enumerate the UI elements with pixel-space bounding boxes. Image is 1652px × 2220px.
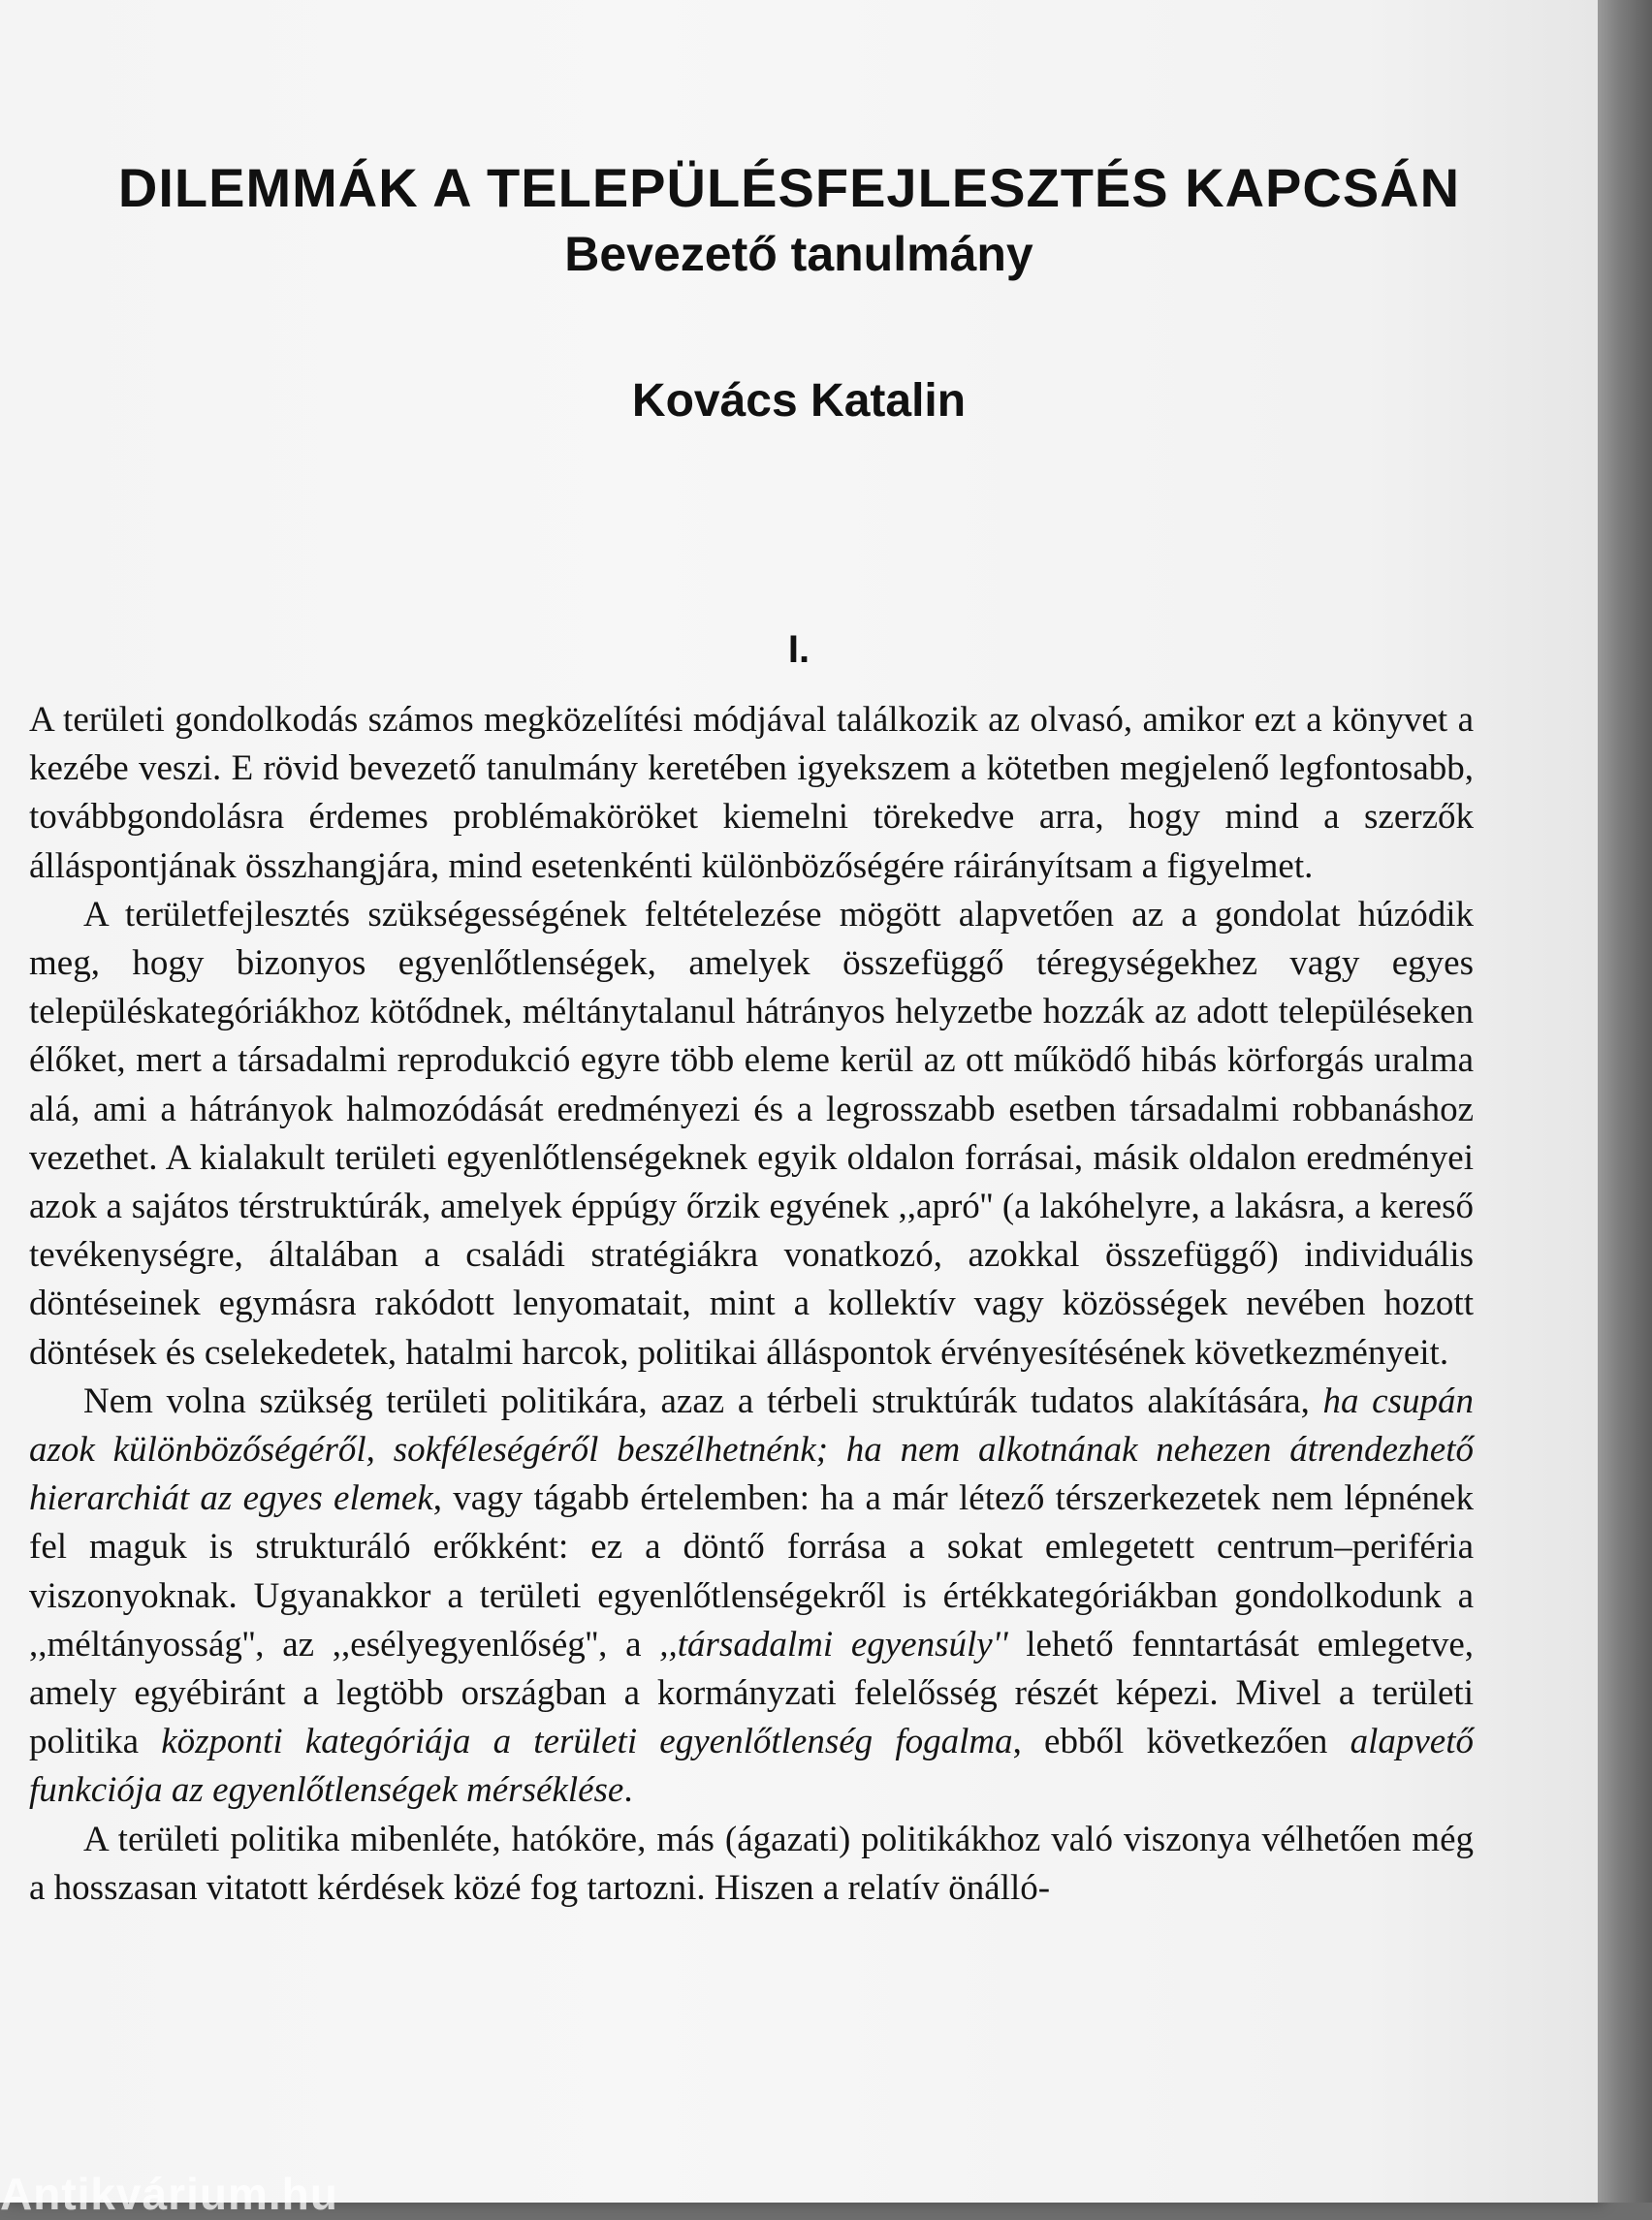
paragraph-segment: lehető fenntartását emlegetve, amely egyébiránt a legtöbb országban a kormányzati felelősség részét képezi. Mivel a területi politika (29, 1624, 1474, 1762)
paragraph-italic-segment: ,,társadalmi egyensúly'' (659, 1624, 1008, 1665)
body-text (29, 696, 1474, 1913)
paragraph-italic-segment: ha csupán azok különbözőségéről, sokféleségéről beszélhetnénk; ha nem alkotnának nehezen átrendezhető hierarchiát az egyes elemek (29, 1380, 1474, 1519)
article-title: DILEMMÁK A TELEPÜLÉSFEJLESZTÉS KAPCSÁN (117, 157, 1461, 218)
paragraph-italic-segment: alapvető funkciója az egyenlőtlenségek mérséklése (29, 1722, 1475, 1811)
watermark: Antikvárium.hu (0, 2169, 338, 2219)
paragraph-segment: Nem volna szükség területi politikára, azaz a térbeli struktúrák tudatos alakítására, (83, 1380, 1323, 1421)
section-number: I. (787, 628, 810, 671)
paragraph (29, 891, 1474, 1378)
bleed-through-text (29, 0, 1561, 107)
title-block (0, 153, 1598, 285)
author-name: Kovács Katalin (631, 375, 967, 427)
paragraph-segment: , ebből következően (1012, 1722, 1350, 1762)
paragraph-segment: A területi gondolkodás számos megközelítési módjával találkozik az olvasó, amikor ezt a könyvet a kezébe veszi. E rövid bevezető tanulmány keretében igyekszem a kötetben megjelenő legfontosabb, továbbgondolásra érdemes problémaköröket kiemelni törekedve arra, hogy mind a szerzők álláspontjának összhangjára, mind esetenkénti különbözőségére ráirányítsam a figyelmet. (29, 700, 1474, 886)
paragraph-segment: A területi politika mibenléte, hatóköre, más (ágazati) politikákhoz való viszonya vélhetően még a hosszasan vitatott kérdések közé fog tartozni. Hiszen a relatív önálló- (29, 1819, 1474, 1908)
paragraph-italic-segment: központi kategóriája a területi egyenlőtlenség fogalma (161, 1722, 1013, 1762)
paragraph (29, 1378, 1474, 1816)
paragraph-segment: . (623, 1770, 633, 1811)
article-subtitle: Bevezető tanulmány (564, 227, 1033, 281)
page-edge (1598, 0, 1652, 2203)
paragraph (29, 1816, 1474, 1913)
paragraph (29, 696, 1474, 891)
paragraph-segment: A területfejlesztés szükségességének feltételezése mögött alapvetően az a gondolat húzódik meg, hogy bizonyos egyenlőtlenségek, amelyek összefüggő téregységekhez vagy egyes településkategóriákhoz kötődnek, méltánytalanul hátrányos helyzetbe hozzák az adott településeken élőket, mert a társadalmi reprodukció egyre több eleme kerül az ott működő hibás körforgás uralma alá, ami a hátrányok halmozódását eredményezi és a legrosszabb esetben társadalmi robbanáshoz vezethet. A kialakult területi egyenlőtlenségeknek egyik oldalon forrásai, másik oldalon eredményei azok a sajátos térstruktúrák, amelyek éppúgy őrzik egyének ,,apró'' (a lakóhelyre, a lakásra, a kereső tevékenységre, általában a családi stratégiákra vonatkozó, azokkal összefüggő) individuális döntéseinek egymásra rakódott lenyomatait, mint a kollektív vagy közösségek nevében hozott döntések és cselekedetek, hatalmi harcok, politikai álláspontok érvényesítésének következményeit. (29, 894, 1474, 1373)
paragraph-segment: , vagy tágabb értelemben: ha a már létező térszerkezetek nem lépnének fel maguk is strukturáló erőkként: ez a döntő forrása a sokat emlegetett centrum–periféria viszonyoknak. Ugyanakkor a területi egyenlőtlenségekről is értékkategóriákban gondolkodunk a ,,méltányosság'', az ,,esélyegyenlőség'', a (29, 1478, 1474, 1665)
